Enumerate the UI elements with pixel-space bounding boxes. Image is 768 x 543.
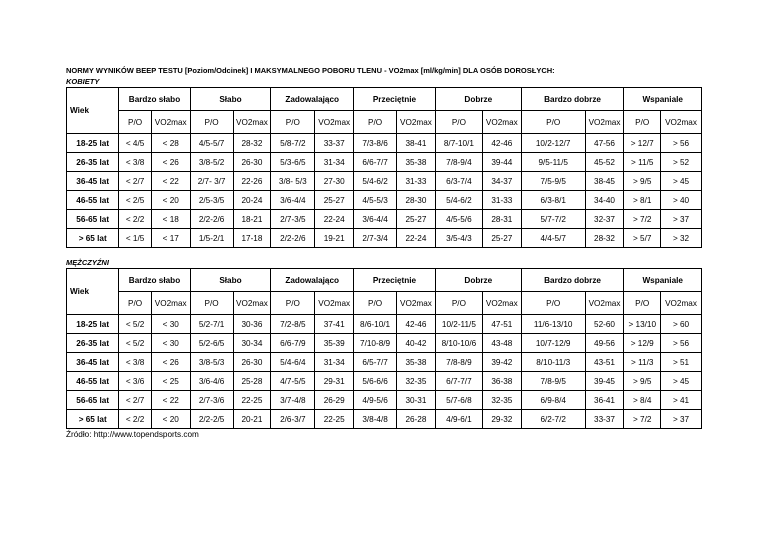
- table-cell: < 30: [151, 334, 190, 353]
- table-cell: 8/10-10/6: [435, 334, 482, 353]
- table-cell: 5/3-6/5: [271, 153, 315, 172]
- category-header: Bardzo słabo: [119, 269, 190, 292]
- table-cell: 7/5-9/5: [521, 172, 585, 191]
- table-cell: 29-32: [482, 410, 521, 429]
- table-cell: < 20: [151, 191, 190, 210]
- table-cell: > 45: [661, 172, 702, 191]
- table-cell: 25-27: [482, 229, 521, 248]
- table-cell: 28-32: [585, 229, 624, 248]
- table-cell: 5/4-6/2: [435, 191, 482, 210]
- table-cell: 43-51: [585, 353, 624, 372]
- level-shuttle-header: P/O: [271, 111, 315, 134]
- table-cell: 38-41: [397, 134, 436, 153]
- table-cell: 35-38: [397, 153, 436, 172]
- table-cell: 52-60: [585, 315, 624, 334]
- age-group-cell: 56-65 lat: [67, 391, 119, 410]
- table-cell: < 22: [151, 391, 190, 410]
- table-cell: 31-34: [315, 353, 354, 372]
- table-cell: 34-37: [482, 172, 521, 191]
- category-header: Dobrze: [435, 269, 521, 292]
- table-cell: > 9/5: [624, 372, 661, 391]
- table-cell: 26-30: [233, 153, 271, 172]
- vo2max-header: VO2max: [151, 292, 190, 315]
- table-row: [67, 172, 702, 191]
- category-header: Przeciętnie: [354, 88, 436, 111]
- level-shuttle-header: P/O: [271, 292, 315, 315]
- table-cell: 3/6-4/4: [271, 191, 315, 210]
- category-header: Bardzo dobrze: [521, 269, 624, 292]
- table-cell: 29-31: [315, 372, 354, 391]
- table-cell: < 2/5: [119, 191, 151, 210]
- table-cell: > 12/9: [624, 334, 661, 353]
- category-header: Bardzo słabo: [119, 88, 190, 111]
- vo2max-header: VO2max: [585, 292, 624, 315]
- table-row: [67, 229, 702, 248]
- header-row-units: [67, 292, 702, 315]
- table-cell: 8/7-10/1: [435, 134, 482, 153]
- table-row: [67, 315, 702, 334]
- table-cell: 22-25: [315, 410, 354, 429]
- table-cell: 34-40: [585, 191, 624, 210]
- table-cell: 37-41: [315, 315, 354, 334]
- table-cell: 2/2-2/6: [190, 210, 233, 229]
- age-group-cell: 36-45 lat: [67, 172, 119, 191]
- table-cell: 9/5-11/5: [521, 153, 585, 172]
- table-cell: 32-37: [585, 210, 624, 229]
- table-cell: 2/7-3/6: [190, 391, 233, 410]
- table-cell: 22-26: [233, 172, 271, 191]
- table-cell: 6/9-8/4: [521, 391, 585, 410]
- table-cell: 7/8-8/9: [435, 353, 482, 372]
- age-column-header: Wiek: [67, 88, 119, 134]
- table-cell: > 32: [661, 229, 702, 248]
- table-cell: 3/8-4/8: [354, 410, 397, 429]
- table-cell: < 4/5: [119, 134, 151, 153]
- table-cell: 2/5-3/5: [190, 191, 233, 210]
- table-cell: 18-21: [233, 210, 271, 229]
- vo2max-header: VO2max: [315, 292, 354, 315]
- table-cell: > 13/10: [624, 315, 661, 334]
- table-cell: 31-33: [397, 172, 436, 191]
- table-cell: 6/3-7/4: [435, 172, 482, 191]
- women-section-label: KOBIETY: [66, 77, 100, 86]
- age-column-header: Wiek: [67, 269, 119, 315]
- category-header: Słabo: [190, 269, 271, 292]
- table-cell: 11/6-13/10: [521, 315, 585, 334]
- age-group-cell: 26-35 lat: [67, 334, 119, 353]
- table-cell: < 30: [151, 315, 190, 334]
- age-group-cell: 18-25 lat: [67, 315, 119, 334]
- table-cell: 22-25: [233, 391, 271, 410]
- table-cell: > 60: [661, 315, 702, 334]
- table-cell: 2/7-3/5: [271, 210, 315, 229]
- table-cell: 7/3-8/6: [354, 134, 397, 153]
- category-header: Słabo: [190, 88, 271, 111]
- table-cell: 8/6-10/1: [354, 315, 397, 334]
- table-cell: 25-28: [233, 372, 271, 391]
- age-group-cell: 36-45 lat: [67, 353, 119, 372]
- table-cell: < 28: [151, 134, 190, 153]
- table-cell: 2/2-2/5: [190, 410, 233, 429]
- table-cell: 22-24: [397, 229, 436, 248]
- table-cell: < 2/2: [119, 410, 151, 429]
- table-cell: 6/6-7/9: [271, 334, 315, 353]
- table-cell: 6/6-7/7: [354, 153, 397, 172]
- table-cell: 30-34: [233, 334, 271, 353]
- table-cell: 10/7-12/9: [521, 334, 585, 353]
- category-header: Zadowalająco: [271, 269, 354, 292]
- age-group-cell: 46-55 lat: [67, 191, 119, 210]
- table-cell: 3/7-4/8: [271, 391, 315, 410]
- table-cell: 3/8-5/2: [190, 153, 233, 172]
- table-cell: 4/5-5/3: [354, 191, 397, 210]
- table-cell: < 18: [151, 210, 190, 229]
- table-cell: > 51: [661, 353, 702, 372]
- table-cell: 3/5-4/3: [435, 229, 482, 248]
- table-cell: 20-21: [233, 410, 271, 429]
- vo2max-header: VO2max: [151, 111, 190, 134]
- table-cell: 7/8-9/4: [435, 153, 482, 172]
- table-cell: 7/10-8/9: [354, 334, 397, 353]
- table-cell: 26-29: [315, 391, 354, 410]
- table-cell: > 56: [661, 134, 702, 153]
- vo2max-header: VO2max: [397, 111, 436, 134]
- table-cell: 5/6-6/6: [354, 372, 397, 391]
- men-norms-table: [66, 268, 702, 429]
- header-row-units: [67, 111, 702, 134]
- table-cell: > 45: [661, 372, 702, 391]
- table-cell: 31-34: [315, 153, 354, 172]
- table-cell: 35-39: [315, 334, 354, 353]
- table-cell: > 8/1: [624, 191, 661, 210]
- category-header: Wspaniale: [624, 269, 702, 292]
- table-cell: < 26: [151, 153, 190, 172]
- table-cell: 28-30: [397, 191, 436, 210]
- level-shuttle-header: P/O: [521, 111, 585, 134]
- table-cell: > 7/2: [624, 410, 661, 429]
- level-shuttle-header: P/O: [119, 292, 151, 315]
- vo2max-header: VO2max: [397, 292, 436, 315]
- table-cell: > 5/7: [624, 229, 661, 248]
- category-header: Bardzo dobrze: [521, 88, 624, 111]
- table-cell: 3/8- 5/3: [271, 172, 315, 191]
- table-cell: < 25: [151, 372, 190, 391]
- table-row: [67, 372, 702, 391]
- table-cell: 8/10-11/3: [521, 353, 585, 372]
- table-cell: < 3/8: [119, 353, 151, 372]
- table-cell: 22-24: [315, 210, 354, 229]
- table-cell: < 1/5: [119, 229, 151, 248]
- table-cell: < 26: [151, 353, 190, 372]
- vo2max-header: VO2max: [233, 111, 271, 134]
- header-row-categories: [67, 269, 702, 292]
- table-cell: 6/5-7/7: [354, 353, 397, 372]
- table-cell: > 9/5: [624, 172, 661, 191]
- table-cell: 7/8-9/5: [521, 372, 585, 391]
- table-cell: 45-52: [585, 153, 624, 172]
- table-row: [67, 210, 702, 229]
- table-cell: 2/6-3/7: [271, 410, 315, 429]
- table-cell: < 2/7: [119, 391, 151, 410]
- table-cell: 5/8-7/2: [271, 134, 315, 153]
- table-cell: > 7/2: [624, 210, 661, 229]
- table-cell: 2/2-2/6: [271, 229, 315, 248]
- age-group-cell: 18-25 lat: [67, 134, 119, 153]
- table-cell: 5/2-6/5: [190, 334, 233, 353]
- table-cell: 28-32: [233, 134, 271, 153]
- table-cell: 36-38: [482, 372, 521, 391]
- table-cell: 10/2-11/5: [435, 315, 482, 334]
- age-group-cell: 46-55 lat: [67, 372, 119, 391]
- table-cell: > 52: [661, 153, 702, 172]
- table-cell: 42-46: [397, 315, 436, 334]
- age-group-cell: 56-65 lat: [67, 210, 119, 229]
- level-shuttle-header: P/O: [190, 111, 233, 134]
- level-shuttle-header: P/O: [624, 111, 661, 134]
- table-cell: 4/9-5/6: [354, 391, 397, 410]
- category-header: Przeciętnie: [354, 269, 436, 292]
- table-row: [67, 134, 702, 153]
- category-header: Dobrze: [435, 88, 521, 111]
- level-shuttle-header: P/O: [435, 111, 482, 134]
- level-shuttle-header: P/O: [624, 292, 661, 315]
- table-cell: < 22: [151, 172, 190, 191]
- age-group-cell: > 65 lat: [67, 229, 119, 248]
- table-cell: 38-45: [585, 172, 624, 191]
- table-cell: 32-35: [482, 391, 521, 410]
- level-shuttle-header: P/O: [354, 292, 397, 315]
- table-cell: 6/7-7/7: [435, 372, 482, 391]
- table-cell: 4/5-5/7: [190, 134, 233, 153]
- table-cell: 33-37: [315, 134, 354, 153]
- table-cell: 30-31: [397, 391, 436, 410]
- table-cell: 47-56: [585, 134, 624, 153]
- table-cell: 6/2-7/2: [521, 410, 585, 429]
- table-cell: 10/2-12/7: [521, 134, 585, 153]
- table-cell: 40-42: [397, 334, 436, 353]
- level-shuttle-header: P/O: [435, 292, 482, 315]
- table-cell: 33-37: [585, 410, 624, 429]
- table-cell: < 3/8: [119, 153, 151, 172]
- table-cell: > 8/4: [624, 391, 661, 410]
- table-row: [67, 191, 702, 210]
- table-cell: 25-27: [315, 191, 354, 210]
- men-section-label: MĘŻCZYŹNI: [66, 258, 109, 267]
- category-header: Wspaniale: [624, 88, 702, 111]
- table-cell: 31-33: [482, 191, 521, 210]
- table-cell: 26-30: [233, 353, 271, 372]
- table-cell: > 40: [661, 191, 702, 210]
- age-group-cell: > 65 lat: [67, 410, 119, 429]
- level-shuttle-header: P/O: [190, 292, 233, 315]
- table-cell: 36-41: [585, 391, 624, 410]
- table-row: [67, 353, 702, 372]
- table-cell: 5/4-6/2: [354, 172, 397, 191]
- table-row: [67, 153, 702, 172]
- table-cell: 4/4-5/7: [521, 229, 585, 248]
- vo2max-header: VO2max: [482, 292, 521, 315]
- table-cell: 5/7-7/2: [521, 210, 585, 229]
- header-row-categories: [67, 88, 702, 111]
- vo2max-header: VO2max: [661, 111, 702, 134]
- table-cell: > 11/5: [624, 153, 661, 172]
- table-cell: 3/6-4/4: [354, 210, 397, 229]
- table-cell: 39-42: [482, 353, 521, 372]
- vo2max-header: VO2max: [233, 292, 271, 315]
- table-cell: 7/2-8/5: [271, 315, 315, 334]
- table-cell: 4/7-5/5: [271, 372, 315, 391]
- table-cell: > 11/3: [624, 353, 661, 372]
- age-group-cell: 26-35 lat: [67, 153, 119, 172]
- vo2max-header: VO2max: [315, 111, 354, 134]
- table-cell: < 20: [151, 410, 190, 429]
- table-cell: 20-24: [233, 191, 271, 210]
- vo2max-header: VO2max: [585, 111, 624, 134]
- vo2max-header: VO2max: [661, 292, 702, 315]
- table-cell: 39-45: [585, 372, 624, 391]
- table-cell: 4/9-6/1: [435, 410, 482, 429]
- table-cell: 17-18: [233, 229, 271, 248]
- table-cell: 5/2-7/1: [190, 315, 233, 334]
- table-cell: < 5/2: [119, 334, 151, 353]
- table-cell: 26-28: [397, 410, 436, 429]
- table-cell: 27-30: [315, 172, 354, 191]
- table-cell: 19-21: [315, 229, 354, 248]
- table-row: [67, 334, 702, 353]
- table-cell: 42-46: [482, 134, 521, 153]
- table-cell: 28-31: [482, 210, 521, 229]
- table-cell: > 37: [661, 410, 702, 429]
- table-cell: < 2/7: [119, 172, 151, 191]
- table-cell: 2/7- 3/7: [190, 172, 233, 191]
- table-row: [67, 410, 702, 429]
- table-cell: 4/5-5/6: [435, 210, 482, 229]
- table-cell: 49-56: [585, 334, 624, 353]
- level-shuttle-header: P/O: [521, 292, 585, 315]
- women-norms-table: [66, 87, 702, 248]
- table-cell: < 5/2: [119, 315, 151, 334]
- table-row: [67, 391, 702, 410]
- table-cell: 43-48: [482, 334, 521, 353]
- table-cell: > 41: [661, 391, 702, 410]
- level-shuttle-header: P/O: [354, 111, 397, 134]
- table-cell: < 17: [151, 229, 190, 248]
- table-cell: 5/4-6/4: [271, 353, 315, 372]
- table-cell: < 3/6: [119, 372, 151, 391]
- vo2max-header: VO2max: [482, 111, 521, 134]
- table-cell: 3/8-5/3: [190, 353, 233, 372]
- table-cell: 2/7-3/4: [354, 229, 397, 248]
- table-cell: > 56: [661, 334, 702, 353]
- table-cell: 32-35: [397, 372, 436, 391]
- table-cell: > 37: [661, 210, 702, 229]
- source-note: Źródło: http://www.topendsports.com: [66, 430, 199, 439]
- table-cell: 25-27: [397, 210, 436, 229]
- table-cell: 5/7-6/8: [435, 391, 482, 410]
- document-page: [66, 66, 702, 440]
- table-cell: 30-36: [233, 315, 271, 334]
- table-cell: 35-38: [397, 353, 436, 372]
- document-title: NORMY WYNIKÓW BEEP TESTU [Poziom/Odcinek] I MAKSYMALNEGO POBORU TLENU - VO2max [ml/kg/min] DLA OSÓB DOROSŁYCH:: [66, 66, 555, 75]
- table-cell: 3/6-4/6: [190, 372, 233, 391]
- category-header: Zadowalająco: [271, 88, 354, 111]
- level-shuttle-header: P/O: [119, 111, 151, 134]
- table-cell: 6/3-8/1: [521, 191, 585, 210]
- table-cell: 1/5-2/1: [190, 229, 233, 248]
- table-cell: < 2/2: [119, 210, 151, 229]
- table-cell: > 12/7: [624, 134, 661, 153]
- table-cell: 47-51: [482, 315, 521, 334]
- table-cell: 39-44: [482, 153, 521, 172]
